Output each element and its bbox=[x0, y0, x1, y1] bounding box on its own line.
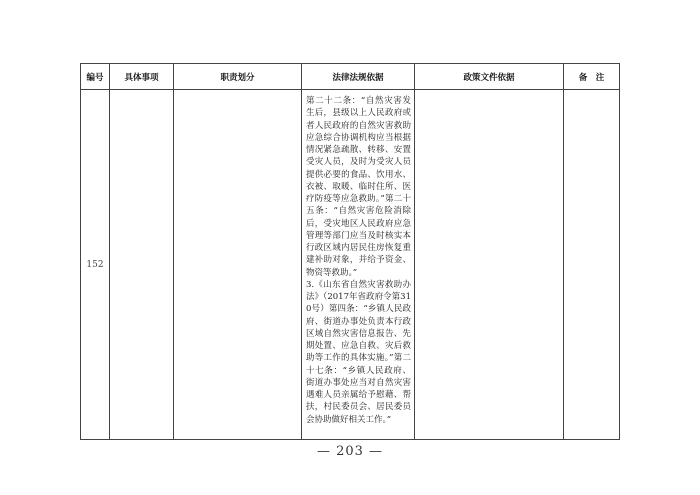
header-item: 具体事项 bbox=[110, 64, 174, 90]
header-number: 编号 bbox=[81, 64, 110, 90]
table-header-row bbox=[81, 64, 620, 90]
row-law-basis-cell bbox=[302, 90, 415, 440]
row-policy-basis bbox=[415, 90, 564, 440]
header-duty: 职责划分 bbox=[174, 64, 302, 90]
table-row bbox=[81, 90, 620, 440]
law-basis-text: 第二十二条：“自然灾害发生后，县级以上人民政府或者人民政府的自然灾害救助应急综合协调机构应当根据情况紧急疏散、转移、安置受灾人员，及时为受灾人员提供必要的食品、饮用水、衣被、取暖、临时住所、医疗防疫等应急救助。”第二十五条：“自然灾害危险消除后，受灾地区人民政府应急管理等部门应当及时核实本行政区域内居民住房恢复重建补助对象，并给予资金、物资等救助。” 3.《山东省自然灾害救助办法》（2017年省政府令第310号）第四条：“乡镇人民政府、街道办事处负责本行政区域自然灾害信息报告、先期处置、应急自救、灾后救助等工作的具体实施。”第二十七条：“乡镇人民政府、街道办事处应当对自然灾害遇难人员亲属给予慰藉、帮扶，村民委员会、居民委员会协助做好相关工作。” bbox=[306, 96, 411, 425]
row-remark bbox=[564, 90, 620, 440]
row-number: 152 bbox=[81, 90, 110, 440]
header-remark: 备 注 bbox=[564, 64, 620, 90]
header-law-basis: 法律法规依据 bbox=[302, 64, 415, 90]
responsibility-table bbox=[80, 63, 620, 440]
page-number: — 203 — bbox=[316, 444, 384, 459]
row-item bbox=[110, 90, 174, 440]
header-policy-basis: 政策文件依据 bbox=[415, 64, 564, 90]
row-duty bbox=[174, 90, 302, 440]
